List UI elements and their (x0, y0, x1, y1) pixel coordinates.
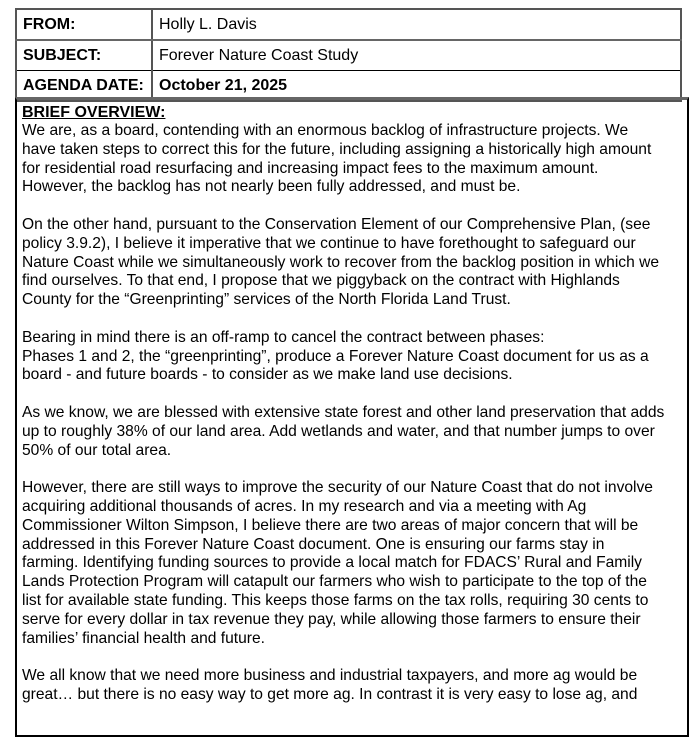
overview-paragraph-backlog: We are, as a board, contending with an enormous backlog of infrastructure projects. We have taken steps to correct this for the future, including assigning a historically high amount for residential road resurfacing and increasing impact fees to the maximum amount. However, the backlog has not nearly been fully addressed, and must be. (22, 122, 652, 196)
from-label: FROM: (16, 9, 152, 40)
subject-value: Forever Nature Coast Study (152, 40, 681, 71)
memo-header-table (15, 8, 682, 102)
overview-paragraph-farming: However, there are still ways to improve the security of our Nature Coast that do not involve acquiring additional thousands of acres. In my research and via a meeting with Ag Commissioner Wilton Simpson, I believe there are two areas of major concern that will be addressed in this Forever Nature Coast document. One is ensuring our farms stay in farming. Identifying funding sources to provide a local match for FDACS’ Rural and Family Lands Protection Program will catapult our farmers who wish to participate to the top of the list for available state funding. This keeps those farms on the tax rolls, requiring 30 cents to serve for every dollar in tax revenue they pay, while allowing those farmers to ensure their families’ financial health and future. (22, 479, 653, 647)
overview-paragraph-conservation: On the other hand, pursuant to the Conservation Element of our Comprehensive Plan, (see policy 3.9.2), I believe it imperative that we continue to have forethought to safeguard our Nature Coast while we simultaneously work to recover from the backlog position in which we find ourselves. To that end, I propose that we piggyback on the contract with Highlands County for the “Greenprinting” services of the North Florida Land Trust. (22, 215, 660, 309)
subject-label: SUBJECT: (16, 40, 152, 71)
overview-paragraph-off-ramp: Bearing in mind there is an off-ramp to cancel the contract between phases: Phases 1 and 2, the “greenprinting”, produce a Forever Nature Coast document for us as a board - and future boards - to consider as we make land use decisions. (22, 328, 649, 384)
from-value: Holly L. Davis (152, 9, 681, 40)
brief-overview-section (15, 97, 689, 737)
agenda-date-label: AGENDA DATE: (16, 71, 152, 102)
agenda-date-value: October 21, 2025 (152, 71, 681, 102)
overview-paragraph-taxpayers: We all know that we need more business and industrial taxpayers, and more ag would be great… but there is no easy way to get more ag. In contrast it is very easy to lose ag, and (22, 667, 638, 703)
overview-paragraph-land-area: As we know, we are blessed with extensive state forest and other land preservation that adds up to roughly 38% of our land area. Add wetlands and water, and that number jumps to over 50% of our total area. (22, 403, 665, 459)
brief-overview-heading: BRIEF OVERVIEW: (22, 104, 166, 121)
header-row-subject (16, 40, 681, 71)
header-row-from (16, 9, 681, 40)
